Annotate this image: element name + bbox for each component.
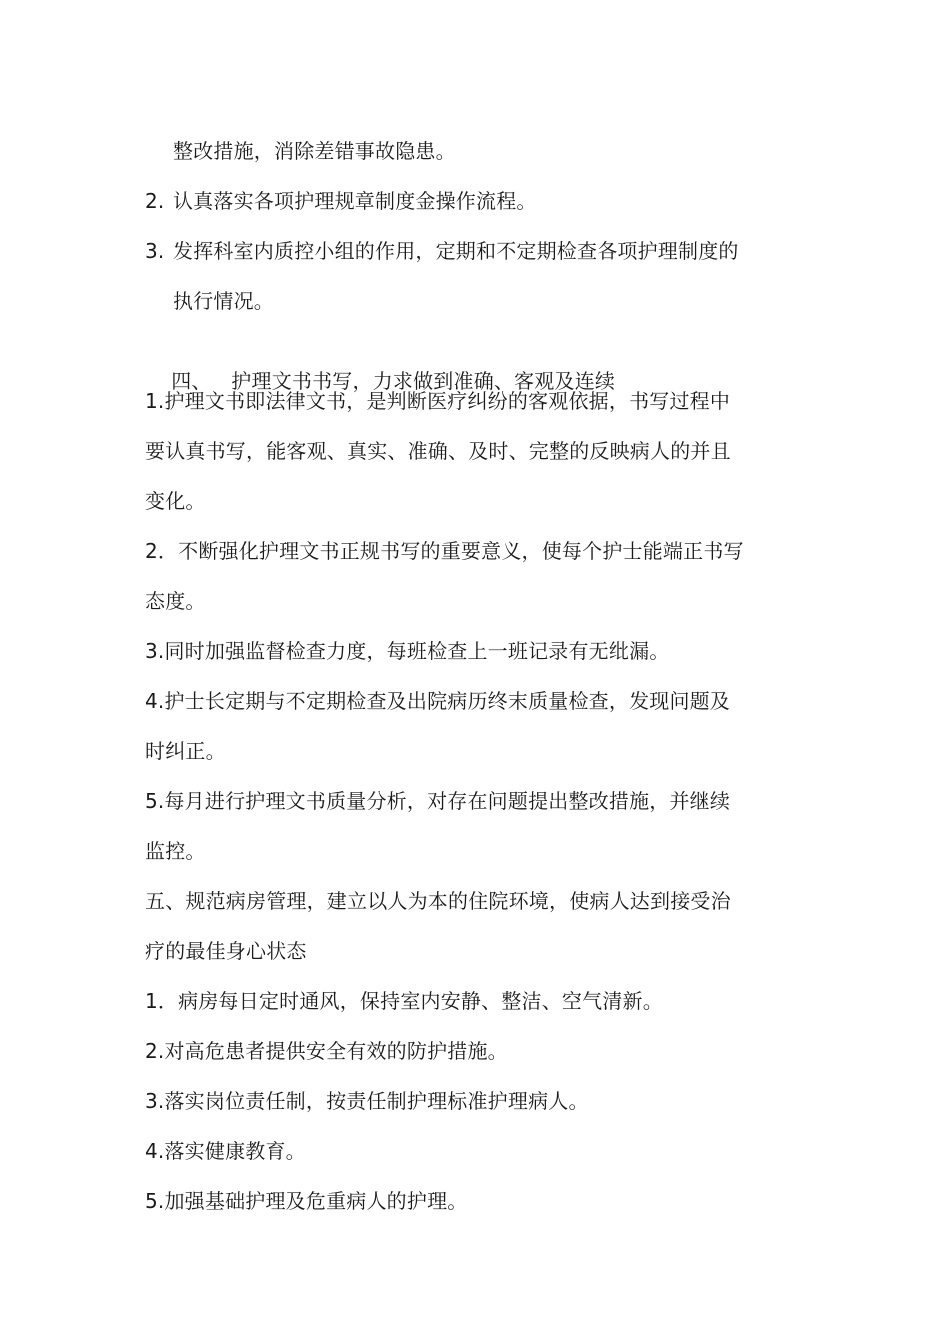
list-item bbox=[145, 186, 825, 216]
text-line bbox=[145, 786, 825, 816]
text-line bbox=[173, 136, 853, 166]
line-text: 变化。 bbox=[145, 489, 206, 513]
line-text: 整改措施，消除差错事故隐患。 bbox=[173, 139, 456, 163]
list-item bbox=[145, 236, 825, 266]
text-line bbox=[145, 636, 825, 666]
line-text: 五、规范病房管理，建立以人为本的住院环境，使病人达到接受治 bbox=[145, 889, 731, 913]
text-line bbox=[145, 1036, 825, 1066]
text-line bbox=[145, 386, 825, 416]
line-text: 5.加强基础护理及危重病人的护理。 bbox=[145, 1189, 468, 1213]
text-line bbox=[145, 1136, 825, 1166]
line-text: 要认真书写，能客观、真实、准确、及时、完整的反映病人的并且 bbox=[145, 439, 731, 463]
line-text: 4.落实健康教育。 bbox=[145, 1139, 306, 1163]
section-heading bbox=[145, 886, 825, 916]
text-line bbox=[145, 486, 825, 516]
line-text: 发挥科室内质控小组的作用，定期和不定期检查各项护理制度的 bbox=[173, 239, 739, 263]
line-text: 疗的最佳身心状态 bbox=[145, 939, 307, 963]
list-number: 2. bbox=[145, 189, 165, 213]
list-number: 3. bbox=[145, 239, 165, 263]
line-text: 3.落实岗位责任制，按责任制护理标准护理病人。 bbox=[145, 1089, 589, 1113]
text-line bbox=[145, 1186, 825, 1216]
line-text: 2.对高危患者提供安全有效的防护措施。 bbox=[145, 1039, 508, 1063]
line-text: 2．不断强化护理文书正规书写的重要意义，使每个护士能端正书写 bbox=[145, 539, 744, 563]
text-line bbox=[173, 286, 853, 316]
text-line bbox=[145, 536, 825, 566]
line-text: 3.同时加强监督检查力度，每班检查上一班记录有无纰漏。 bbox=[145, 639, 670, 663]
line-text: 四、 护理文书书写，力求做到准确、客观及连续 bbox=[171, 369, 616, 393]
text-line bbox=[145, 686, 825, 716]
text-line bbox=[145, 436, 825, 466]
line-text: 执行情况。 bbox=[173, 289, 274, 313]
text-line bbox=[145, 736, 825, 766]
line-text: 监控。 bbox=[145, 839, 206, 863]
line-text: 5.每月进行护理文书质量分析，对存在问题提出整改措施，并继续 bbox=[145, 789, 731, 813]
text-line bbox=[145, 1086, 825, 1116]
text-line bbox=[145, 936, 825, 966]
text-line bbox=[145, 586, 825, 616]
text-line bbox=[145, 836, 825, 866]
line-text: 1.护理文书即法律文书，是判断医疗纠纷的客观依据，书写过程中 bbox=[145, 389, 731, 413]
line-text: 时纠正。 bbox=[145, 739, 226, 763]
text-line bbox=[145, 986, 825, 1016]
line-text: 态度。 bbox=[145, 589, 206, 613]
line-text: 1．病房每日定时通风，保持室内安静、整洁、空气清新。 bbox=[145, 989, 663, 1013]
line-text: 认真落实各项护理规章制度金操作流程。 bbox=[173, 189, 537, 213]
line-text: 4.护士长定期与不定期检查及出院病历终末质量检查，发现问题及 bbox=[145, 689, 731, 713]
